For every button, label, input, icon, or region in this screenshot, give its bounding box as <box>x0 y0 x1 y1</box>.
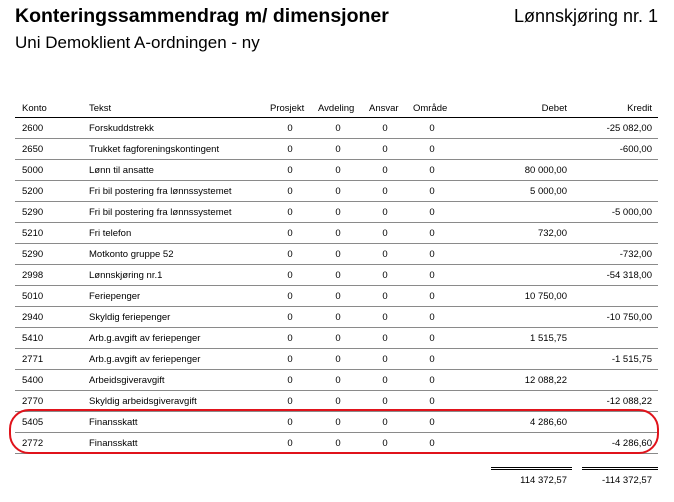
cell-debet: 12 088,22 <box>524 375 567 386</box>
cell-tekst: Fri bil postering fra lønnssystemet <box>89 207 232 218</box>
cell-kredit: -1 515,75 <box>611 354 652 365</box>
cell-tekst: Fri telefon <box>89 228 132 239</box>
table-row <box>0 160 674 181</box>
cell-tekst: Arbeidsgiveravgift <box>89 375 165 386</box>
cell-konto: 5200 <box>22 186 44 197</box>
cell-konto: 5000 <box>22 165 44 176</box>
cell-omrade: 0 <box>429 396 435 407</box>
cell-prosjekt: 0 <box>287 186 293 197</box>
cell-debet: 1 515,75 <box>530 333 567 344</box>
table-row <box>0 244 674 265</box>
cell-ansvar: 0 <box>382 249 388 260</box>
cell-ansvar: 0 <box>382 375 388 386</box>
cell-konto: 2772 <box>22 438 44 449</box>
cell-omrade: 0 <box>429 312 435 323</box>
cell-ansvar: 0 <box>382 333 388 344</box>
header-kredit: Kredit <box>627 103 652 114</box>
cell-omrade: 0 <box>429 123 435 134</box>
cell-ansvar: 0 <box>382 123 388 134</box>
cell-avdeling: 0 <box>335 186 341 197</box>
cell-tekst: Finansskatt <box>89 438 138 449</box>
cell-debet: 80 000,00 <box>524 165 567 176</box>
cell-ansvar: 0 <box>382 354 388 365</box>
cell-omrade: 0 <box>429 207 435 218</box>
table-row <box>0 139 674 160</box>
cell-konto: 5210 <box>22 228 44 239</box>
cell-avdeling: 0 <box>335 228 341 239</box>
cell-omrade: 0 <box>429 438 435 449</box>
cell-omrade: 0 <box>429 249 435 260</box>
cell-tekst: Motkonto gruppe 52 <box>89 249 174 260</box>
cell-omrade: 0 <box>429 186 435 197</box>
cell-ansvar: 0 <box>382 417 388 428</box>
cell-prosjekt: 0 <box>287 123 293 134</box>
cell-kredit: -54 318,00 <box>606 270 652 281</box>
cell-tekst: Feriepenger <box>89 291 141 302</box>
cell-avdeling: 0 <box>335 333 341 344</box>
cell-konto: 5010 <box>22 291 44 302</box>
cell-konto: 5410 <box>22 333 44 344</box>
cell-ansvar: 0 <box>382 228 388 239</box>
total-kredit-rule <box>582 467 658 468</box>
cell-avdeling: 0 <box>335 375 341 386</box>
cell-avdeling: 0 <box>335 417 341 428</box>
cell-debet: 5 000,00 <box>530 186 567 197</box>
table-row <box>0 328 674 349</box>
cell-avdeling: 0 <box>335 165 341 176</box>
cell-ansvar: 0 <box>382 165 388 176</box>
table-row <box>0 223 674 244</box>
cell-konto: 2998 <box>22 270 44 281</box>
cell-kredit: -25 082,00 <box>606 123 652 134</box>
table-row <box>0 265 674 286</box>
cell-omrade: 0 <box>429 270 435 281</box>
cell-omrade: 0 <box>429 354 435 365</box>
cell-kredit: -4 286,60 <box>611 438 652 449</box>
cell-prosjekt: 0 <box>287 333 293 344</box>
cell-omrade: 0 <box>429 228 435 239</box>
cell-ansvar: 0 <box>382 144 388 155</box>
cell-konto: 2600 <box>22 123 44 134</box>
cell-prosjekt: 0 <box>287 270 293 281</box>
cell-konto: 5400 <box>22 375 44 386</box>
payroll-run-label: Lønnskjøring nr. 1 <box>513 6 658 26</box>
cell-tekst: Lønn til ansatte <box>89 165 154 176</box>
cell-tekst: Arb.g.avgift av feriepenger <box>89 354 201 365</box>
total-debet: 114 372,57 <box>520 475 567 486</box>
cell-konto: 5405 <box>22 417 44 428</box>
cell-prosjekt: 0 <box>287 291 293 302</box>
cell-prosjekt: 0 <box>287 228 293 239</box>
cell-prosjekt: 0 <box>287 354 293 365</box>
header-ansvar: Ansvar <box>369 103 399 114</box>
cell-konto: 2940 <box>22 312 44 323</box>
cell-avdeling: 0 <box>335 312 341 323</box>
cell-prosjekt: 0 <box>287 312 293 323</box>
table-row <box>0 307 674 328</box>
cell-avdeling: 0 <box>335 438 341 449</box>
cell-tekst: Skyldig feriepenger <box>89 312 171 323</box>
cell-tekst: Fri bil postering fra lønnssystemet <box>89 186 232 197</box>
cell-avdeling: 0 <box>335 291 341 302</box>
table-row <box>0 286 674 307</box>
header-tekst: Tekst <box>89 103 112 114</box>
cell-kredit: -600,00 <box>619 144 652 155</box>
cell-prosjekt: 0 <box>287 417 293 428</box>
cell-tekst: Skyldig arbeidsgiveravgift <box>89 396 197 407</box>
cell-ansvar: 0 <box>382 396 388 407</box>
highlight-circle <box>9 409 659 454</box>
header-avdeling: Avdeling <box>318 103 355 114</box>
table-row <box>0 202 674 223</box>
cell-omrade: 0 <box>429 165 435 176</box>
cell-tekst: Forskuddstrekk <box>89 123 154 134</box>
cell-konto: 5290 <box>22 207 44 218</box>
cell-ansvar: 0 <box>382 291 388 302</box>
cell-omrade: 0 <box>429 375 435 386</box>
cell-debet: 4 286,60 <box>530 417 567 428</box>
cell-prosjekt: 0 <box>287 165 293 176</box>
cell-omrade: 0 <box>429 333 435 344</box>
cell-ansvar: 0 <box>382 312 388 323</box>
cell-avdeling: 0 <box>335 354 341 365</box>
table-row <box>0 118 674 139</box>
cell-prosjekt: 0 <box>287 249 293 260</box>
header-konto: Konto <box>22 103 47 114</box>
cell-tekst: Arb.g.avgift av feriepenger <box>89 333 201 344</box>
cell-debet: 10 750,00 <box>524 291 567 302</box>
table-row <box>0 181 674 202</box>
cell-ansvar: 0 <box>382 186 388 197</box>
cell-avdeling: 0 <box>335 207 341 218</box>
cell-ansvar: 0 <box>382 207 388 218</box>
cell-kredit: -10 750,00 <box>606 312 652 323</box>
cell-kredit: -12 088,22 <box>606 396 652 407</box>
cell-omrade: 0 <box>429 417 435 428</box>
total-kredit-rule-2 <box>582 469 658 470</box>
client-name: Uni Demoklient A-ordningen - ny <box>15 33 260 52</box>
cell-prosjekt: 0 <box>287 375 293 386</box>
cell-prosjekt: 0 <box>287 144 293 155</box>
cell-konto: 2770 <box>22 396 44 407</box>
cell-konto: 2771 <box>22 354 44 365</box>
cell-kredit: -5 000,00 <box>611 207 652 218</box>
cell-avdeling: 0 <box>335 396 341 407</box>
table-row <box>0 349 674 370</box>
header-debet: Debet <box>541 103 567 114</box>
cell-avdeling: 0 <box>335 144 341 155</box>
cell-prosjekt: 0 <box>287 438 293 449</box>
cell-avdeling: 0 <box>335 270 341 281</box>
cell-konto: 2650 <box>22 144 44 155</box>
table-row <box>0 370 674 391</box>
cell-konto: 5290 <box>22 249 44 260</box>
cell-prosjekt: 0 <box>287 396 293 407</box>
report-title: Konteringssammendrag m/ dimensjoner <box>15 5 389 27</box>
cell-ansvar: 0 <box>382 438 388 449</box>
total-debet-rule-2 <box>491 469 572 470</box>
cell-tekst: Finansskatt <box>89 417 138 428</box>
cell-omrade: 0 <box>429 291 435 302</box>
header-omrade: Område <box>413 103 448 114</box>
header-prosjekt: Prosjekt <box>270 103 305 114</box>
cell-omrade: 0 <box>429 144 435 155</box>
cell-prosjekt: 0 <box>287 207 293 218</box>
cell-kredit: -732,00 <box>619 249 652 260</box>
cell-avdeling: 0 <box>335 249 341 260</box>
cell-ansvar: 0 <box>382 270 388 281</box>
cell-tekst: Trukket fagforeningskontingent <box>89 144 220 155</box>
cell-debet: 732,00 <box>537 228 567 239</box>
cell-tekst: Lønnskjøring nr.1 <box>89 270 163 281</box>
cell-avdeling: 0 <box>335 123 341 134</box>
total-debet-rule <box>491 467 572 468</box>
total-kredit: -114 372,57 <box>601 475 652 486</box>
